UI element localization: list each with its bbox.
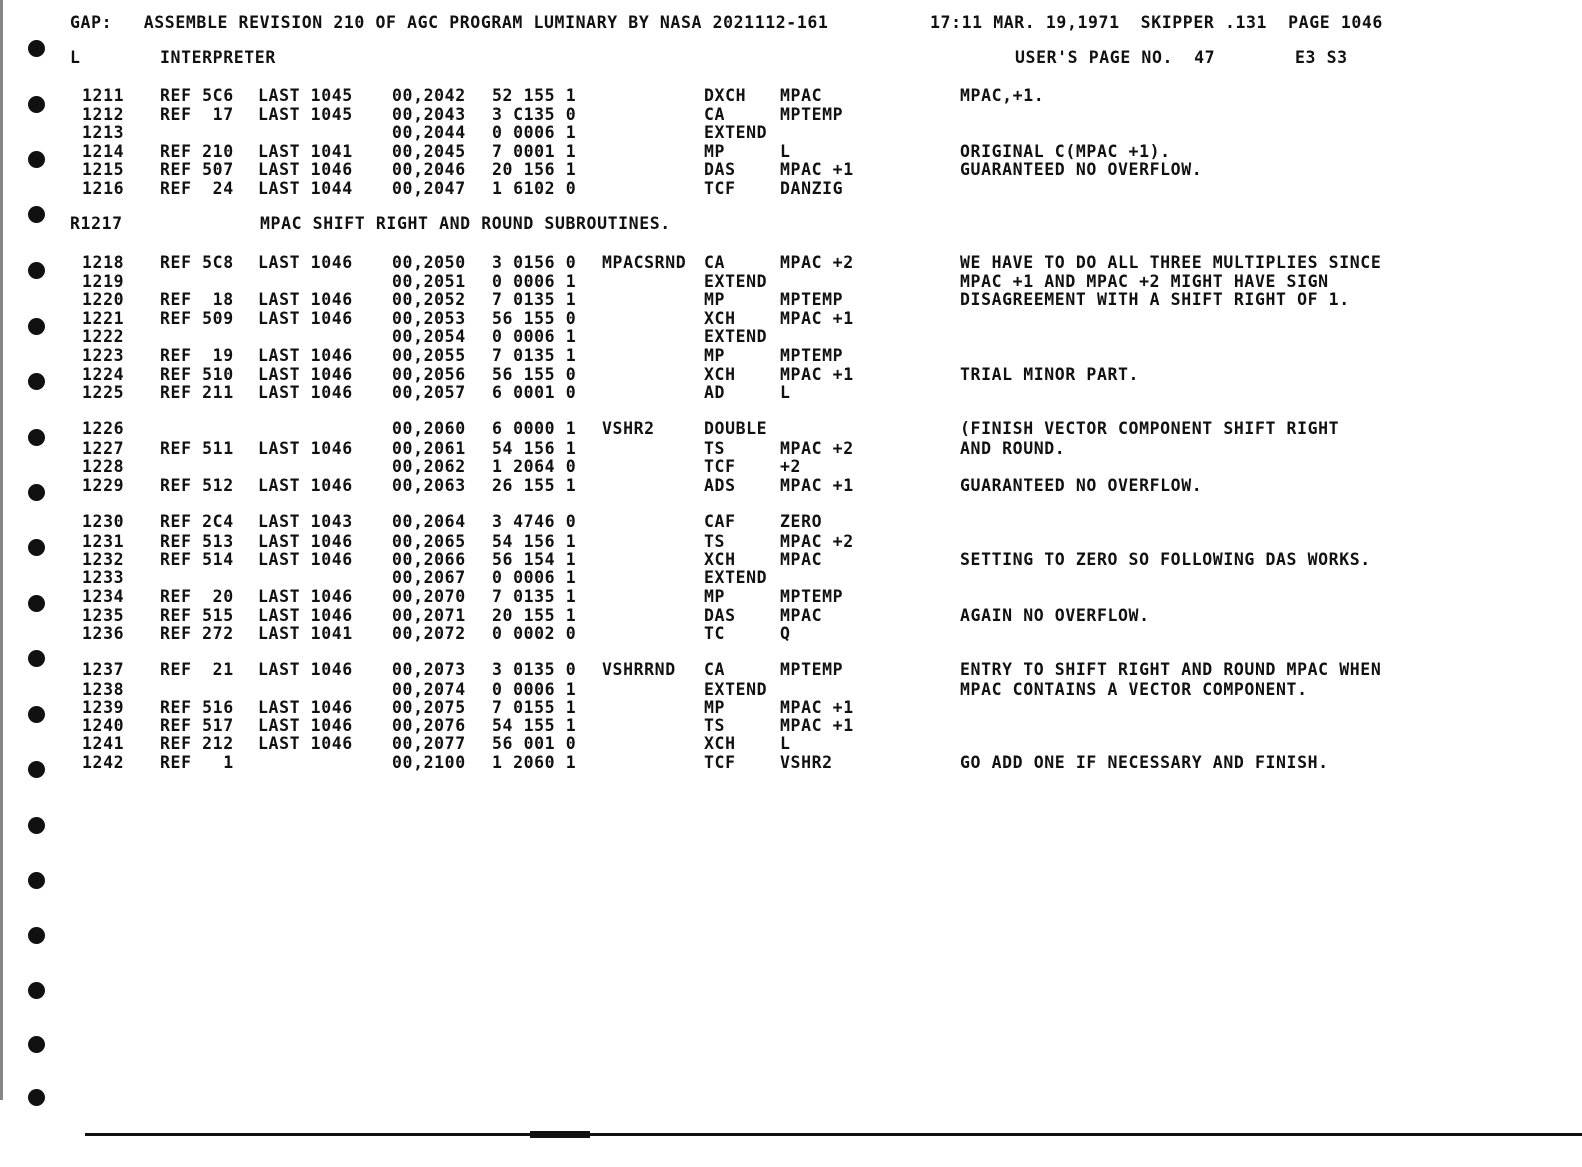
ref-field: REF 511 — [160, 439, 234, 458]
section-name: INTERPRETER — [160, 48, 276, 67]
ref-field: REF 5C8 — [160, 253, 234, 272]
operand-field: MPTEMP — [780, 290, 844, 309]
operand-field: L — [780, 383, 791, 402]
comment-field: WE HAVE TO DO ALL THREE MULTIPLIES SINCE — [960, 253, 1382, 272]
octal-field: 7 0155 1 — [492, 698, 577, 717]
last-field: LAST 1046 — [258, 550, 353, 569]
ref-field: REF 507 — [160, 160, 234, 179]
last-field: LAST 1046 — [258, 383, 353, 402]
print-timestamp: 17:11 MAR. 19,1971 SKIPPER .131 PAGE 1046 — [930, 13, 1383, 32]
line-number: 1228 — [82, 457, 125, 476]
ref-field: REF 17 — [160, 105, 234, 124]
ref-field: REF 1 — [160, 753, 234, 772]
octal-field: 0 0002 0 — [492, 624, 577, 643]
address-field: 00,2100 — [392, 753, 466, 772]
octal-field: 6 0000 1 — [492, 419, 577, 438]
octal-field: 54 156 1 — [492, 532, 577, 551]
operand-field: MPAC +2 — [780, 253, 854, 272]
address-field: 00,2067 — [392, 568, 466, 587]
octal-field: 3 C135 0 — [492, 105, 577, 124]
column-mark: L — [70, 48, 81, 67]
octal-field: 56 155 0 — [492, 365, 577, 384]
line-number: 1227 — [82, 439, 125, 458]
operand-field: +2 — [780, 457, 802, 476]
listing-line — [0, 753, 1329, 962]
octal-field: 3 4746 0 — [492, 512, 577, 531]
octal-field: 54 156 1 — [492, 439, 577, 458]
operand-field: MPAC — [780, 550, 823, 569]
operand-field: ZERO — [780, 512, 823, 531]
address-field: 00,2072 — [392, 624, 466, 643]
opcode-field: DXCH — [704, 86, 747, 105]
line-number: 1231 — [82, 532, 125, 551]
octal-field: 20 156 1 — [492, 160, 577, 179]
last-field: LAST 1043 — [258, 512, 353, 531]
ref-field: REF 515 — [160, 606, 234, 625]
opcode-field: EXTEND — [704, 568, 768, 587]
octal-field: 26 155 1 — [492, 476, 577, 495]
line-number: 1233 — [82, 568, 125, 587]
line-number: 1224 — [82, 365, 125, 384]
opcode-field: EXTEND — [704, 123, 768, 142]
opcode-field: TS — [704, 532, 726, 551]
ref-field: REF 516 — [160, 698, 234, 717]
comment-field: ENTRY TO SHIFT RIGHT AND ROUND MPAC WHEN — [960, 660, 1382, 679]
address-field: 00,2064 — [392, 512, 466, 531]
line-number: 1237 — [82, 660, 125, 679]
octal-field: 20 155 1 — [492, 606, 577, 625]
ref-field: REF 5C6 — [160, 86, 234, 105]
line-number: 1213 — [82, 123, 125, 142]
address-field: 00,2046 — [392, 160, 466, 179]
address-field: 00,2054 — [392, 327, 466, 346]
line-number: 1219 — [82, 272, 125, 291]
address-field: 00,2057 — [392, 383, 466, 402]
label-field: VSHR2 — [602, 419, 655, 438]
address-field: 00,2045 — [392, 142, 466, 161]
operand-field: Q — [780, 624, 791, 643]
opcode-field: CAF — [704, 512, 736, 531]
operand-field: MPAC +1 — [780, 476, 854, 495]
address-field: 00,2074 — [392, 680, 466, 699]
ref-field: REF 509 — [160, 309, 234, 328]
operand-field: MPTEMP — [780, 346, 844, 365]
ref-field: REF 18 — [160, 290, 234, 309]
operand-field: MPAC +1 — [780, 160, 854, 179]
comment-field: GO ADD ONE IF NECESSARY AND FINISH. — [960, 753, 1329, 772]
address-field: 00,2077 — [392, 734, 466, 753]
operand-field: MPAC — [780, 606, 823, 625]
opcode-field: DOUBLE — [704, 419, 768, 438]
line-number: 1240 — [82, 716, 125, 735]
operand-field: L — [780, 734, 791, 753]
last-field: LAST 1044 — [258, 179, 353, 198]
ref-field: REF 21 — [160, 660, 234, 679]
last-field: LAST 1041 — [258, 624, 353, 643]
octal-field: 56 001 0 — [492, 734, 577, 753]
address-field: 00,2071 — [392, 606, 466, 625]
line-number: 1230 — [82, 512, 125, 531]
ref-field: REF 211 — [160, 383, 234, 402]
address-field: 00,2076 — [392, 716, 466, 735]
address-field: 00,2055 — [392, 346, 466, 365]
opcode-field: XCH — [704, 309, 736, 328]
address-field: 00,2050 — [392, 253, 466, 272]
opcode-field: TS — [704, 716, 726, 735]
address-field: 00,2062 — [392, 457, 466, 476]
ref-field: REF 517 — [160, 716, 234, 735]
octal-field: 0 0006 1 — [492, 568, 577, 587]
line-number: 1232 — [82, 550, 125, 569]
last-field: LAST 1046 — [258, 439, 353, 458]
line-number: 1220 — [82, 290, 125, 309]
opcode-field: XCH — [704, 734, 736, 753]
octal-field: 0 0006 1 — [492, 123, 577, 142]
opcode-field: ADS — [704, 476, 736, 495]
line-number: 1222 — [82, 327, 125, 346]
last-field: LAST 1046 — [258, 476, 353, 495]
comment-field: (FINISH VECTOR COMPONENT SHIFT RIGHT — [960, 419, 1340, 438]
ref-field: REF 513 — [160, 532, 234, 551]
opcode-field: TS — [704, 439, 726, 458]
opcode-field: XCH — [704, 550, 736, 569]
line-number: 1234 — [82, 587, 125, 606]
opcode-field: TC — [704, 624, 726, 643]
label-field: VSHRRND — [602, 660, 676, 679]
feed-hole — [28, 1089, 45, 1106]
octal-field: 6 0001 0 — [492, 383, 577, 402]
line-number: 1211 — [82, 86, 125, 105]
last-field: LAST 1046 — [258, 698, 353, 717]
operand-field: DANZIG — [780, 179, 844, 198]
comment-field: GUARANTEED NO OVERFLOW. — [960, 476, 1203, 495]
opcode-field: MP — [704, 290, 726, 309]
operand-field: MPTEMP — [780, 587, 844, 606]
comment-field: MPAC CONTAINS A VECTOR COMPONENT. — [960, 680, 1308, 699]
address-field: 00,2070 — [392, 587, 466, 606]
octal-field: 56 155 0 — [492, 309, 577, 328]
octal-field: 54 155 1 — [492, 716, 577, 735]
line-number: 1215 — [82, 160, 125, 179]
comment-field: AGAIN NO OVERFLOW. — [960, 606, 1150, 625]
last-field: LAST 1041 — [258, 142, 353, 161]
octal-field: 3 0135 0 — [492, 660, 577, 679]
listing-title: GAP: ASSEMBLE REVISION 210 OF AGC PROGRAM LUMINARY BY NASA 2021112-161 — [70, 13, 829, 32]
ref-field: REF 20 — [160, 587, 234, 606]
feed-hole — [28, 982, 45, 999]
octal-field: 1 2064 0 — [492, 457, 577, 476]
ref-field: REF 19 — [160, 346, 234, 365]
opcode-field: EXTEND — [704, 680, 768, 699]
operand-field: MPAC — [780, 86, 823, 105]
address-field: 00,2063 — [392, 476, 466, 495]
line-number: 1235 — [82, 606, 125, 625]
operand-field: MPTEMP — [780, 105, 844, 124]
users-page-number: USER'S PAGE NO. 47 — [1015, 48, 1216, 67]
last-field: LAST 1046 — [258, 734, 353, 753]
last-field: LAST 1046 — [258, 716, 353, 735]
last-field: LAST 1046 — [258, 160, 353, 179]
sheet-code: E3 S3 — [1295, 48, 1348, 67]
comment-field: TRIAL MINOR PART. — [960, 365, 1140, 384]
octal-field: 0 0006 1 — [492, 272, 577, 291]
operand-field: MPAC +1 — [780, 309, 854, 328]
ref-field: REF 512 — [160, 476, 234, 495]
line-number: 1239 — [82, 698, 125, 717]
address-field: 00,2060 — [392, 419, 466, 438]
operand-field: L — [780, 142, 791, 161]
ref-field: REF 514 — [160, 550, 234, 569]
opcode-field: AD — [704, 383, 726, 402]
opcode-field: MP — [704, 142, 726, 161]
address-field: 00,2061 — [392, 439, 466, 458]
line-number: 1229 — [82, 476, 125, 495]
comment-field: DISAGREEMENT WITH A SHIFT RIGHT OF 1. — [960, 290, 1350, 309]
address-field: 00,2075 — [392, 698, 466, 717]
ref-field: REF 510 — [160, 365, 234, 384]
opcode-field: DAS — [704, 606, 736, 625]
last-field: LAST 1045 — [258, 105, 353, 124]
octal-field: 7 0135 1 — [492, 346, 577, 365]
ref-field: REF 272 — [160, 624, 234, 643]
operand-field: MPTEMP — [780, 660, 844, 679]
line-number: 1236 — [82, 624, 125, 643]
octal-field: 7 0001 1 — [492, 142, 577, 161]
last-field: LAST 1046 — [258, 532, 353, 551]
octal-field: 56 154 1 — [492, 550, 577, 569]
opcode-field: DAS — [704, 160, 736, 179]
operand-field: VSHR2 — [780, 753, 833, 772]
address-field: 00,2073 — [392, 660, 466, 679]
line-number: 1212 — [82, 105, 125, 124]
octal-field: 52 155 1 — [492, 86, 577, 105]
operand-field: MPAC +2 — [780, 532, 854, 551]
line-number: 1218 — [82, 253, 125, 272]
octal-field: 1 6102 0 — [492, 179, 577, 198]
opcode-field: EXTEND — [704, 272, 768, 291]
last-field: LAST 1046 — [258, 365, 353, 384]
label-field: MPACSRND — [602, 253, 687, 272]
opcode-field: MP — [704, 346, 726, 365]
operand-field: MPAC +1 — [780, 365, 854, 384]
ref-field: REF 2C4 — [160, 512, 234, 531]
opcode-field: TCF — [704, 179, 736, 198]
last-field: LAST 1046 — [258, 290, 353, 309]
last-field: LAST 1046 — [258, 587, 353, 606]
address-field: 00,2053 — [392, 309, 466, 328]
octal-field: 0 0006 1 — [492, 680, 577, 699]
octal-field: 7 0135 1 — [492, 587, 577, 606]
last-field: LAST 1046 — [258, 606, 353, 625]
comment-field: GUARANTEED NO OVERFLOW. — [960, 160, 1203, 179]
ref-field: REF 24 — [160, 179, 234, 198]
line-number: 1226 — [82, 419, 125, 438]
last-field: LAST 1045 — [258, 86, 353, 105]
last-field: LAST 1046 — [258, 660, 353, 679]
comment-field: AND ROUND. — [960, 439, 1066, 458]
address-field: 00,2043 — [392, 105, 466, 124]
address-field: 00,2065 — [392, 532, 466, 551]
line-number: 1221 — [82, 309, 125, 328]
feed-hole — [28, 40, 45, 57]
opcode-field: TCF — [704, 753, 736, 772]
opcode-field: CA — [704, 105, 726, 124]
address-field: 00,2051 — [392, 272, 466, 291]
opcode-field: EXTEND — [704, 327, 768, 346]
operand-field: MPAC +1 — [780, 716, 854, 735]
octal-field: 1 2060 1 — [492, 753, 577, 772]
line-number: R1217 — [70, 214, 123, 233]
line-number: 1214 — [82, 142, 125, 161]
operand-field: MPAC +1 — [780, 698, 854, 717]
last-field: LAST 1046 — [258, 253, 353, 272]
section-comment: MPAC SHIFT RIGHT AND ROUND SUBROUTINES. — [260, 214, 671, 233]
address-field: 00,2066 — [392, 550, 466, 569]
comment-field: SETTING TO ZERO SO FOLLOWING DAS WORKS. — [960, 550, 1371, 569]
page-tear-line — [85, 1133, 1582, 1136]
address-field: 00,2042 — [392, 86, 466, 105]
opcode-field: TCF — [704, 457, 736, 476]
comment-field: MPAC,+1. — [960, 86, 1045, 105]
ref-field: REF 210 — [160, 142, 234, 161]
opcode-field: CA — [704, 660, 726, 679]
comment-field: ORIGINAL C(MPAC +1). — [960, 142, 1171, 161]
last-field: LAST 1046 — [258, 309, 353, 328]
address-field: 00,2044 — [392, 123, 466, 142]
last-field: LAST 1046 — [258, 346, 353, 365]
operand-field: MPAC +2 — [780, 439, 854, 458]
line-number: 1241 — [82, 734, 125, 753]
line-number: 1242 — [82, 753, 125, 772]
opcode-field: XCH — [704, 365, 736, 384]
address-field: 00,2052 — [392, 290, 466, 309]
ref-field: REF 212 — [160, 734, 234, 753]
address-field: 00,2056 — [392, 365, 466, 384]
feed-hole — [28, 1036, 45, 1053]
line-number: 1238 — [82, 680, 125, 699]
line-number: 1225 — [82, 383, 125, 402]
page-tear-smudge — [530, 1131, 590, 1138]
line-number: 1216 — [82, 179, 125, 198]
octal-field: 0 0006 1 — [492, 327, 577, 346]
octal-field: 3 0156 0 — [492, 253, 577, 272]
opcode-field: MP — [704, 587, 726, 606]
opcode-field: MP — [704, 698, 726, 717]
comment-field: MPAC +1 AND MPAC +2 MIGHT HAVE SIGN — [960, 272, 1329, 291]
octal-field: 7 0135 1 — [492, 290, 577, 309]
opcode-field: CA — [704, 253, 726, 272]
line-number: 1223 — [82, 346, 125, 365]
address-field: 00,2047 — [392, 179, 466, 198]
